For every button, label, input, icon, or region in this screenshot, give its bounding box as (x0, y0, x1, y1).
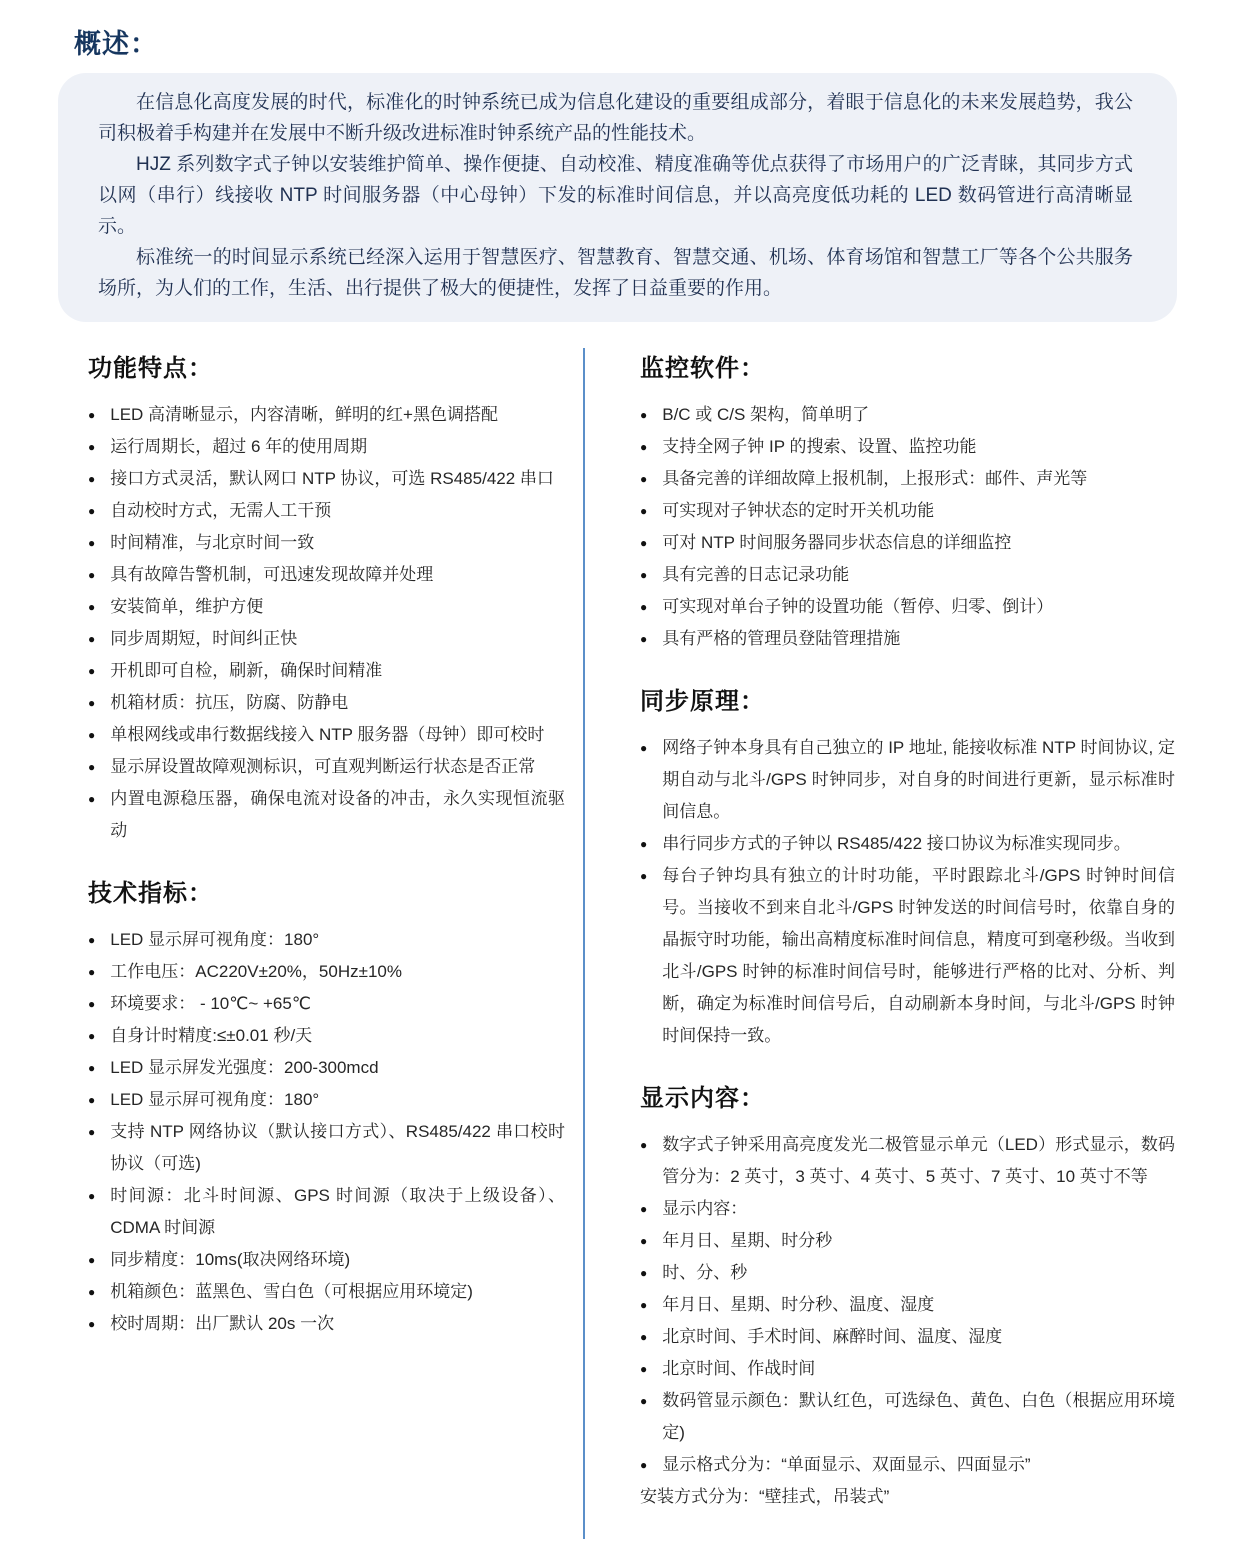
bullet-text: 北京时间、作战时间 (662, 1359, 816, 1378)
bullet-item (88, 1244, 565, 1276)
bullet-icon: ● (88, 760, 96, 774)
specs-list (88, 924, 565, 1340)
bullet-icon: ● (640, 1202, 648, 1216)
bullet-text: 机箱材质：抗压，防腐、防静电 (110, 693, 349, 712)
bullet-icon: ● (640, 440, 648, 454)
bullet-text: 时间源：北斗时间源、GPS 时间源（取决于上级设备）、CDMA 时间源 (110, 1186, 565, 1237)
bullet-item (640, 1353, 1175, 1385)
bullet-text: 单根网线或串行数据线接入 NTP 服务器（母钟）即可校时 (110, 725, 545, 744)
bullet-text: 校时周期：出厂默认 20s 一次 (110, 1314, 335, 1333)
bullet-item (640, 623, 1175, 655)
bullet-icon: ● (88, 1317, 96, 1331)
bullet-icon: ● (88, 408, 96, 422)
bullet-icon: ● (88, 472, 96, 486)
bullet-item (88, 559, 565, 591)
bullet-icon: ● (88, 1029, 96, 1043)
bullet-icon: ● (88, 1061, 96, 1075)
bullet-item (640, 1321, 1175, 1353)
bullet-icon: ● (88, 965, 96, 979)
bullet-text: 内置电源稳压器，确保电流对设备的冲击，永久实现恒流驱动 (110, 789, 565, 840)
bullet-text: 具备完善的详细故障上报机制，上报形式：邮件、声光等 (662, 469, 1088, 488)
bullet-icon: ● (640, 741, 648, 755)
bullet-text: 时间精准，与北京时间一致 (110, 533, 315, 552)
bullet-icon: ● (88, 933, 96, 947)
bullet-item (88, 527, 565, 559)
bullet-text: 年月日、星期、时分秒 (662, 1231, 833, 1250)
sync-list (640, 732, 1175, 1052)
monitoring-title: 监控软件： (640, 355, 765, 382)
bullet-icon: ● (88, 1253, 96, 1267)
bullet-text: 机箱颜色：蓝黑色、雪白色（可根据应用环境定) (110, 1282, 473, 1301)
bullet-text: 每台子钟均具有独立的计时功能，平时跟踪北斗/GPS 时钟时间信号。当接收不到来自北斗/GPS 时钟发送的时间信号时，依靠自身的晶振守时功能，输出高精度标准时间信息，精度可到毫秒级。当收到北斗/GPS 时钟的标准时间信号时，能够进行严格的比对、分析、判断，确定为标准时间信号后，自动刷新本身时间，与北斗/GPS 时钟时间保持一致。 (662, 866, 1175, 1045)
bullet-item (88, 591, 565, 623)
left-column (58, 348, 583, 1539)
features-list (88, 399, 565, 847)
bullet-text: 显示格式分为：“单面显示、双面显示、四面显示” (662, 1455, 1031, 1474)
bullet-icon: ● (88, 504, 96, 518)
bullet-item (88, 495, 565, 527)
bullet-text: 显示屏设置故障观测标识，可直观判断运行状态是否正常 (110, 757, 536, 776)
bullet-icon: ● (640, 1138, 648, 1152)
bullet-item (88, 1180, 565, 1244)
bullet-icon: ● (88, 1285, 96, 1299)
bullet-icon: ● (640, 1394, 648, 1408)
bullet-icon: ● (640, 408, 648, 422)
bullet-text: 数码管显示颜色：默认红色，可选绿色、黄色、白色（根据应用环境定) (662, 1391, 1175, 1442)
bullet-text: 同步精度：10ms(取决网络环境) (110, 1250, 351, 1269)
bullet-item (640, 399, 1175, 431)
bullet-item (88, 1052, 565, 1084)
bullet-item (88, 399, 565, 431)
section-display (640, 1078, 1175, 1513)
bullet-icon: ● (640, 1234, 648, 1248)
bullet-text: LED 显示屏发光强度：200-300mcd (110, 1058, 379, 1077)
bullet-icon: ● (640, 1458, 648, 1472)
bullet-item (640, 732, 1175, 828)
bullet-icon: ● (640, 504, 648, 518)
bullet-icon: ● (88, 568, 96, 582)
bullet-icon: ● (88, 997, 96, 1011)
bullet-item (640, 860, 1175, 1052)
bullet-item (88, 1084, 565, 1116)
bullet-icon: ● (88, 536, 96, 550)
bullet-text: 具有故障告警机制，可迅速发现故障并处理 (110, 565, 434, 584)
bullet-text: 年月日、星期、时分秒、温度、湿度 (662, 1295, 935, 1314)
bullet-text: 开机即可自检，刷新，确保时间精准 (110, 661, 383, 680)
bullet-icon: ● (88, 664, 96, 678)
bullet-item (88, 988, 565, 1020)
bullet-text: LED 高清晰显示，内容清晰，鲜明的红+黑色调搭配 (110, 405, 498, 424)
bullet-text: 串行同步方式的子钟以 RS485/422 接口协议为标准实现同步。 (662, 834, 1131, 853)
bullet-item (640, 1289, 1175, 1321)
bullet-icon: ● (640, 1330, 648, 1344)
bullet-item (640, 1385, 1175, 1449)
bullet-item (640, 591, 1175, 623)
bullet-icon: ● (88, 440, 96, 454)
display-list (640, 1129, 1175, 1481)
bullet-item (88, 719, 565, 751)
bullet-item (640, 463, 1175, 495)
bullet-text: 支持 NTP 网络协议（默认接口方式）、RS485/422 串口校时协议（可选) (110, 1122, 565, 1173)
install-method-note: 安装方式分为：“壁挂式，吊装式” (640, 1487, 890, 1506)
section-monitoring (640, 348, 1175, 655)
bullet-icon: ● (88, 792, 96, 806)
bullet-icon: ● (640, 472, 648, 486)
bullet-text: 北京时间、手术时间、麻醉时间、温度、湿度 (662, 1327, 1003, 1346)
bullet-item (88, 687, 565, 719)
bullet-item (88, 1020, 565, 1052)
bullet-icon: ● (88, 1189, 96, 1203)
bullet-item (640, 527, 1175, 559)
bullet-text: 工作电压：AC220V±20%，50Hz±10% (110, 962, 402, 981)
features-title: 功能特点： (88, 355, 213, 382)
overview-paragraph-2: HJZ 系列数字式子钟以安装维护简单、操作便捷、自动校准、精度准确等优点获得了市场用户的广泛青睐，其同步方式以网（串行）线接收 NTP 时间服务器（中心母钟）下发的标准时间信息，并以高亮度低功耗的 LED 数码管进行高清晰显示。 (98, 154, 1133, 237)
bullet-icon: ● (640, 600, 648, 614)
bullet-text: 可实现对子钟状态的定时开关机功能 (662, 501, 935, 520)
two-column-layout (58, 348, 1183, 1539)
monitoring-list (640, 399, 1175, 655)
bullet-item (640, 1257, 1175, 1289)
bullet-item (88, 431, 565, 463)
bullet-text: 可实现对单台子钟的设置功能（暂停、归零、倒计） (662, 597, 1054, 616)
bullet-icon: ● (640, 536, 648, 550)
bullet-text: 自身计时精度:≤±0.01 秒/天 (110, 1026, 313, 1045)
bullet-item (88, 783, 565, 847)
bullet-text: 网络子钟本身具有自己独立的 IP 地址, 能接收标准 NTP 时间协议, 定期自动与北斗/GPS 时钟同步，对自身的时间进行更新，显示标准时间信息。 (662, 738, 1175, 821)
bullet-text: 运行周期长，超过 6 年的使用周期 (110, 437, 368, 456)
bullet-icon: ● (640, 837, 648, 851)
bullet-icon: ● (640, 869, 648, 883)
bullet-text: 可对 NTP 时间服务器同步状态信息的详细监控 (662, 533, 1012, 552)
bullet-icon: ● (88, 600, 96, 614)
bullet-item (640, 1129, 1175, 1193)
section-sync (640, 681, 1175, 1052)
bullet-text: 时、分、秒 (662, 1263, 748, 1282)
bullet-item (88, 751, 565, 783)
bullet-item (640, 1193, 1175, 1225)
bullet-text: 自动校时方式，无需人工干预 (110, 501, 332, 520)
overview-paragraph-3: 标准统一的时间显示系统已经深入运用于智慧医疗、智慧教育、智慧交通、机场、体育场馆和智慧工厂等各个公共服务场所，为人们的工作，生活、出行提供了极大的便捷性，发挥了日益重要的作用。 (98, 247, 1133, 299)
bullet-icon: ● (640, 1362, 648, 1376)
bullet-text: 支持全网子钟 IP 的搜索、设置、监控功能 (662, 437, 977, 456)
bullet-item (88, 623, 565, 655)
bullet-item (88, 1276, 565, 1308)
bullet-item (88, 1116, 565, 1180)
bullet-icon: ● (88, 728, 96, 742)
bullet-item (640, 828, 1175, 860)
bullet-item (640, 559, 1175, 591)
section-specs (88, 873, 565, 1340)
overview-paragraph-1: 在信息化高度发展的时代，标准化的时钟系统已成为信息化建设的重要组成部分，着眼于信息化的未来发展趋势，我公司积极着手构建并在发展中不断升级改进标准时钟系统产品的性能技术。 (98, 92, 1133, 144)
bullet-icon: ● (640, 632, 648, 646)
bullet-item (640, 431, 1175, 463)
bullet-item (88, 1308, 565, 1340)
specs-title: 技术指标： (88, 880, 213, 907)
right-column (585, 348, 1183, 1539)
bullet-item (88, 956, 565, 988)
bullet-item (88, 463, 565, 495)
bullet-icon: ● (88, 696, 96, 710)
sync-title: 同步原理： (640, 688, 765, 715)
bullet-text: 接口方式灵活，默认网口 NTP 协议，可选 RS485/422 串口 (110, 469, 554, 488)
bullet-text: 安装简单，维护方便 (110, 597, 264, 616)
overview-panel (58, 73, 1177, 322)
bullet-text: 显示内容： (662, 1199, 748, 1218)
page-title: 概述： (74, 29, 158, 59)
bullet-item (88, 924, 565, 956)
bullet-text: 具有完善的日志记录功能 (662, 565, 850, 584)
section-features (88, 348, 565, 847)
bullet-icon: ● (88, 632, 96, 646)
bullet-item (88, 655, 565, 687)
bullet-icon: ● (88, 1093, 96, 1107)
bullet-text: B/C 或 C/S 架构，简单明了 (662, 405, 870, 424)
bullet-text: LED 显示屏可视角度：180° (110, 1090, 320, 1109)
bullet-icon: ● (640, 568, 648, 582)
bullet-icon: ● (88, 1125, 96, 1139)
bullet-item (640, 495, 1175, 527)
bullet-text: 数字式子钟采用高亮度发光二极管显示单元（LED）形式显示，数码管分为：2 英寸，3 英寸、4 英寸、5 英寸、7 英寸、10 英寸不等 (662, 1135, 1175, 1186)
bullet-text: LED 显示屏可视角度：180° (110, 930, 320, 949)
bullet-icon: ● (640, 1266, 648, 1280)
display-title: 显示内容： (640, 1085, 765, 1112)
bullet-item (640, 1449, 1175, 1481)
bullet-item (640, 1225, 1175, 1257)
bullet-icon: ● (640, 1298, 648, 1312)
bullet-text: 环境要求： - 10℃~ +65℃ (110, 994, 311, 1013)
bullet-text: 具有严格的管理员登陆管理措施 (662, 629, 901, 648)
bullet-text: 同步周期短，时间纠正快 (110, 629, 298, 648)
